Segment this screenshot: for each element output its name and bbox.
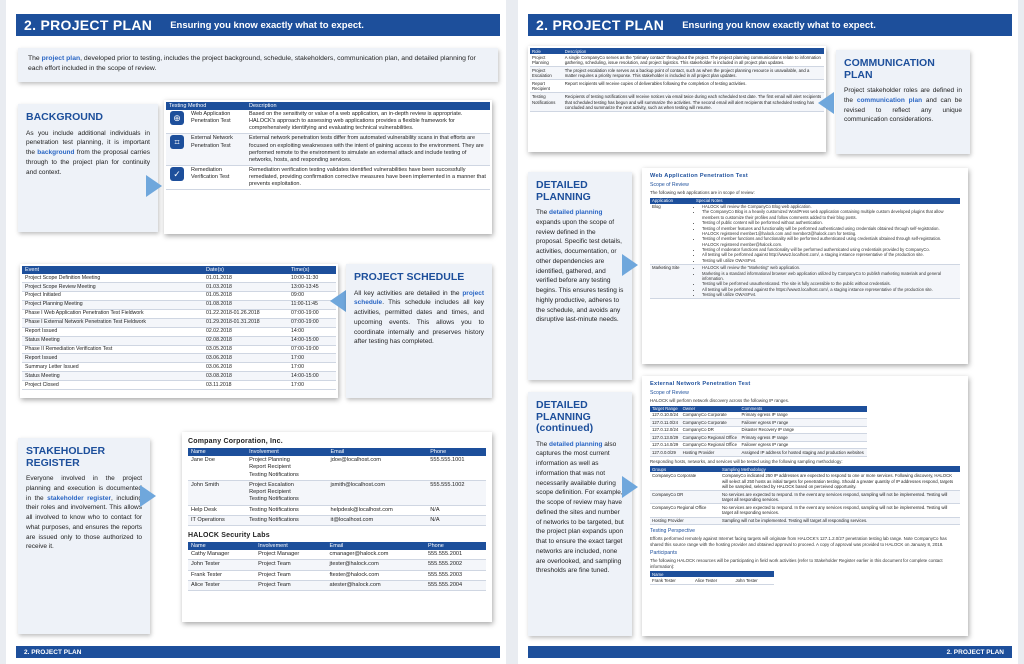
table-cell: The project escalation role serves as a backup point of contact, such as when the project planning resource is unavailable, and a matter requires a priority response. This stakeholder is included in all project plan updates. [563,67,824,80]
web-app-doc-title: Web Application Penetration Test [650,173,749,179]
table-cell: 13:00-13:45 [288,282,336,291]
communication-box [836,50,970,154]
table-cell: 03.11.2018 [203,381,288,390]
stakeholder-row [188,560,486,570]
table-cell: Project Planning [530,54,563,67]
stakeholder-row [188,456,486,480]
schedule-heading: PROJECT SCHEDULE [354,271,465,283]
table-cell: 555.555.2003 [425,570,486,580]
roles-body [530,54,824,112]
table-cell: Project Team [255,570,326,580]
table-cell: IT Operations [188,515,246,525]
background-text: As you include additional individuals in penetration test planning, it is important the background from the proposal carries through to the project plan for continuity and context. [26,129,150,176]
table-cell: Phase I Web Application Penetration Test Fieldwork [22,309,203,318]
schedule-row [22,345,336,354]
schedule-row [22,336,336,345]
table-cell: No services are expected to respond. In the event any services respond, sampling will not be implemented. Testing will target all responding services. [720,504,960,517]
stakeholder-row [188,550,486,560]
table-cell: 09:00 [288,291,336,300]
table-cell: CompanyCo Corporate [681,419,740,427]
table-cell: jtester@halock.com [327,560,425,570]
sampling-body [650,472,960,524]
table-cell: 555.555.2002 [425,560,486,570]
app-name: Blog [650,204,694,265]
list-item: • The CompanyCo Blog is a heavily customized WordPress web application containing multiple custom developed plugins that allow members to customize their profiles and follow comments added to their blog posts. [702,209,958,220]
scope-title: Scope of Review [650,182,689,188]
project-schedule-link[interactable]: project schedule [354,289,484,307]
table-cell: it@localhost.com [328,515,428,525]
roles-header-role: Role [530,48,563,54]
stakeholder-row [188,570,486,580]
table-cell: Phase II Remediation Verification Test [22,345,203,354]
perspective-title: Testing Perspective [650,528,695,535]
table-cell: Status Meeting [22,372,203,381]
table-cell: jdoe@localhost.com [328,456,428,480]
participant: John Tester [734,577,774,584]
list-item: • Testing of member functions and functionality will be performed authenticated using credentials obtained through self-registration. HALOCK registered member@halock.com. [702,236,958,247]
sampling-header-groups: Groups [650,466,720,472]
list-item: • Testing of member features and functionality will be performed authenticated using credentials obtained through self-registration. HALOCK registered member1@halock.com and member2@halock.com for testing. [702,226,958,237]
detailed-heading: DETAILED PLANNING [536,179,591,203]
table-cell: 127.0.11.0/24 [650,419,681,427]
table-cell: Project Escalation [530,67,563,80]
org1-table [188,448,486,526]
blog-notes [696,204,958,263]
stakeholder-row [188,580,486,590]
table-cell: 14:00-15:00 [288,336,336,345]
list-item: • All testing will be performed against the https://www3.localhost.com/, a staging instance representative of the production site. [702,287,958,292]
schedule-row [22,372,336,381]
ip-range-row [650,434,867,442]
participant: Alice Tester [693,577,733,584]
table-cell: 14:00 [288,327,336,336]
table-cell: Project Escalation Report Recipient Testing Notifications [246,480,327,505]
table-cell: Project Team [255,560,326,570]
methods-table [166,102,490,190]
table-cell: Phase I External Network Penetration Test Fieldwork [22,318,203,327]
web-app-doc-card [642,168,968,364]
web-app-table [650,198,960,299]
arrow-right-icon [622,254,638,276]
table-cell: 127.0.10.0/24 [650,412,681,419]
detailed-continued-box [528,392,632,636]
table-cell: 03.08.2018 [203,372,288,381]
table-cell: Project Planning Meeting [22,300,203,309]
org2-heading: HALOCK Security Labs [188,532,270,540]
table-cell: Cathy Manager [188,550,255,560]
sampling-table [650,466,960,525]
table-cell: Project Initiated [22,291,203,300]
stk-header-involvement: Involvement [246,448,327,456]
table-cell: 03.05.2018 [203,345,288,354]
table-cell: Assigned IP address for hosted staging and production websites [740,449,867,457]
ip-range-row [650,419,867,427]
role-row [530,93,824,112]
schedule-row [22,282,336,291]
scope-title: Scope of Review [650,390,689,396]
stakeholder-heading: STAKEHOLDER REGISTER [26,445,106,469]
schedule-row [22,309,336,318]
schedule-header-dates: Date(s) [203,266,288,274]
table-cell: CompanyCo Regional Office [681,434,740,442]
table-cell: Jane Doe [188,456,246,480]
participants-header: Name [650,571,774,577]
network-icon: ⌗ [170,135,184,149]
table-cell: Report Recipient [530,80,563,93]
table-cell: 127.0.0.0/29 [650,449,681,457]
method-name: External Network Penetration Test [188,134,246,166]
stk-header-name: Name [188,448,246,456]
schedule-text: All key activities are detailed in the project schedule. This schedule includes all key activities, permitted dates and times, and upcoming events. This allows you to coordinate internally and preserves history after testing has completed. [354,289,484,346]
table-cell: 555.555.2004 [425,580,486,590]
stakeholder-row [188,515,486,525]
table-cell: Report recipients will receive copies of deliverables following the completion of testing activities. [563,80,824,93]
table-cell: 03.06.2018 [203,354,288,363]
schedule-row [22,327,336,336]
ext-header-owner: Owner [681,406,740,412]
methods-table-card [164,100,492,234]
table-cell: A single CompanyCo serves as the "primary contact" throughout the project. The project planning communications relate to information gathering, scheduling, issue resolution, and project logistics. This stakeholder is included in all project plan updates. [563,54,824,67]
table-cell: 02.08.2018 [203,336,288,345]
table-cell: 07:00-19:00 [288,345,336,354]
ext-header-comments: Comments [740,406,867,412]
table-cell: helpdesk@localhost.com [328,505,428,515]
table-cell: John Tester [188,560,255,570]
list-item: • Testing of moderator functions and functionality will be performed authenticated using credentials provided by CompanyCo. [702,247,958,252]
table-cell: ftester@halock.com [327,570,425,580]
table-cell: jsmith@localhost.com [328,480,428,505]
table-cell: Recipients of testing notifications will receive notices via email twice during each scheduled test date. The first email will alert recipients that scheduled testing has begun and will summarize the activities. The second email will alert recipients that scheduled testing has concluded and summarize the next activity, such as when testing will resume. [563,93,824,112]
schedule-row [22,291,336,300]
web-intro: The following web applications are in scope of review: [650,190,755,195]
table-cell: cmanager@halock.com [327,550,425,560]
table-cell: Alice Tester [188,580,255,590]
table-cell: CompanyCo Corporate [681,412,740,419]
background-box [18,104,158,232]
stk-header-email: Email [327,542,425,550]
method-name: Web Application Penetration Test [188,110,246,134]
ext-network-doc-card [642,376,968,636]
table-cell: CompanyCo DR [681,426,740,434]
table-cell: Project Manager [255,550,326,560]
sampling-row [650,491,960,504]
background-link[interactable]: background [37,149,75,157]
stk-header-phone: Phone [425,542,486,550]
sampling-intro: Responding hosts, networks, and services will be tested using the following sampling methodology: [650,458,843,464]
table-cell: Report Issued [22,327,203,336]
table-cell: Primary egress IP range [740,412,867,419]
table-cell: Report Issued [22,354,203,363]
table-row [650,204,960,265]
table-cell: CompanyCo Regional Office [681,441,740,449]
table-cell: CompanyCo Regional Office [650,504,720,517]
ip-range-row [650,412,867,419]
list-item: • Testing will utilize OWASPv4. [702,292,958,297]
table-cell: Failover egress IP range [740,419,867,427]
schedule-table [22,266,336,390]
list-item: • All testing will be performed against http://www2.localhost.com/, a staging instance representative of the production site. [702,252,958,257]
intro-box [18,48,498,82]
table-cell: atester@halock.com [327,580,425,590]
schedule-row [22,274,336,282]
schedule-table-card [20,264,338,398]
stk-header-phone: Phone [427,448,486,456]
table-cell: 07:00-19:00 [288,318,336,327]
ip-range-row [650,426,867,434]
arrow-right-icon [140,485,156,507]
table-row [650,577,774,584]
right-page [518,0,1018,664]
stakeholder-card [182,432,492,622]
sampling-header-method: Sampling Methodology [720,466,960,472]
table-cell: 555.555.1001 [427,456,486,480]
role-row [530,67,824,80]
list-item: • Testing of public content will be performed without authentication. [702,220,958,225]
table-cell: John Smith [188,480,246,505]
participants-table [650,571,774,585]
participants-text: The following HALOCK resources will be participating in field work activities (refer to Stakeholder Register earlier in this document for complete contact information): [650,558,943,569]
table-cell: Hosting Provider [650,517,720,525]
section-banner [528,14,1012,36]
footer-label: 2. PROJECT PLAN [24,648,82,656]
table-cell: 03.06.2018 [203,363,288,372]
table-cell: Project Scope Review Meeting [22,282,203,291]
footer-label: 2. PROJECT PLAN [946,648,1004,656]
table-cell: 127.0.12.0/24 [650,426,681,434]
table-cell: 01.03.2018 [203,282,288,291]
role-row [530,54,824,67]
method-desc: Remediation verification testing validates identified vulnerabilities have been successfully remediated, providing confirmation corrective measures have been implemented in a manner that prevents exploitation. [246,165,490,189]
table-cell: 07:00-19:00 [288,309,336,318]
table-cell: 01.05.2018 [203,291,288,300]
table-cell: 555.555.1002 [427,480,486,505]
org1-body [188,456,486,526]
methods-header-description: Description [246,102,490,110]
table-cell: 127.0.14.0/29 [650,441,681,449]
ext-ranges-body [650,412,867,457]
perspective-text: Efforts performed remotely against Internet facing targets will originate from HALOCK's 127.1.2.0/27 penetration testing lab range. Note CompanyCo has shared this source range with the hosting provider and obtained approval to proceed. A copy of approval was provided to HALOCK on January 8, 2018. [650,536,947,547]
table-cell: Testing Notifications [530,93,563,112]
table-cell: Testing Notifications [246,515,327,525]
methods-header-method: Testing Method [166,102,246,110]
org2-table [188,542,486,591]
detailed-planning-link[interactable]: detailed planning [549,440,603,448]
table-cell: 10:00-11:30 [288,274,336,282]
roles-table-card [528,46,826,152]
project-plan-link[interactable]: project plan [41,55,81,62]
table-cell: Disaster Recovery IP range [740,426,867,434]
roles-table [530,48,824,112]
table-cell: Project Closed [22,381,203,390]
arrow-left-icon [818,92,834,114]
table-cell: Summary Letter Issued [22,363,203,372]
table-cell: No services are expected to respond. In the event any services respond, sampling will not be implemented. Testing will target all responding services. [720,491,960,504]
schedule-header-event: Event [22,266,203,274]
table-cell: 01.22.2018-01.26.2018 [203,309,288,318]
ip-range-row [650,449,867,457]
schedule-row [22,300,336,309]
background-heading: BACKGROUND [26,111,103,123]
detailed-continued-text: The detailed planning also captures the most current information as well as information that was not necessarily available during scope definition. For example, the scope of review may have defined the sites and number of networks to be targeted, but the project plan expands upon that to ensure the exact target networks are included, none are overlooked, and sampling thresholds are fine tuned. [536,440,624,575]
participants-title: Participants [650,550,678,557]
web-header-notes: Special Notes [694,198,960,204]
table-cell: CompanyCo Corporate [650,472,720,490]
stakeholder-text: Everyone involved in the project planning and execution is documented in the stakeholder register, including their roles and involvement. This allows all involved to know who to contact for what purposes, and ensures the reports are issued only to those authorized to receive it. [26,475,142,551]
intro-text-end: , developed prior to testing, includes the project background, schedule, stakeholders, communication plan, and detailed planning for each effort included in the scope of review. [28,55,476,72]
table-cell: N/A [427,515,486,525]
globe-icon: ⊕ [170,111,184,125]
ext-header-range: Target Range [650,406,681,412]
communication-text: Project stakeholder roles are defined in the communication plan and can be revised to reflect any unique communication considerations. [844,87,963,124]
intro-text: The [28,55,42,62]
org1-heading: Company Corporation, Inc. [188,438,283,445]
stakeholder-row [188,480,486,505]
stk-header-email: Email [328,448,428,456]
table-row [166,165,490,189]
table-cell: Sampling will not be implemented. Testing will target all responding services. [720,517,960,525]
table-cell: 02.02.2018 [203,327,288,336]
stakeholder-row [188,505,486,515]
arrow-right-icon [622,476,638,498]
table-cell: CompanyCo DR [650,491,720,504]
section-title: 2. PROJECT PLAN [24,17,153,33]
communication-heading: COMMUNICATION PLAN [844,57,935,81]
stk-header-involvement: Involvement [255,542,326,550]
checkbox-icon: ✓ [170,167,184,181]
web-header-app: Application [650,198,694,204]
method-desc: Based on the sensitivity or value of a web application, an in-depth review is appropriate. HALOCK's approach to assessing web applications provides a flexible framework for comprehensively identifying and evaluating technical vulnerabilities. [246,110,490,134]
schedule-body [22,274,336,390]
sampling-row [650,504,960,517]
communication-plan-link[interactable]: communication plan [856,96,923,104]
table-cell: 11:00-11:45 [288,300,336,309]
arrow-left-icon [330,290,346,312]
table-row [650,264,960,298]
footer [16,646,500,658]
section-title: 2. PROJECT PLAN [536,17,665,33]
stakeholder-box [18,438,150,634]
role-row [530,80,824,93]
detailed-box [528,172,632,380]
app-name: Marketing Site [650,264,694,298]
method-name: Remediation Verification Test [188,165,246,189]
table-row [166,134,490,166]
section-subtitle: Ensuring you know exactly what to expect. [682,19,876,31]
org2-body [188,550,486,591]
list-item: • HALOCK will review the CompanyCo Blog web application. [702,204,958,209]
list-item: • Testing will utilize OWASPv4. [702,258,958,263]
section-banner [16,14,500,36]
table-cell: Frank Tester [188,570,255,580]
roles-header-description: Description [563,48,824,54]
table-cell: Project Team [255,580,326,590]
table-cell: 01.29.2018-01.31.2018 [203,318,288,327]
table-cell: Help Desk [188,505,246,515]
section-subtitle: Ensuring you know exactly what to expect. [170,19,364,31]
list-item: • HALOCK will review the "Marketing" web application. [702,265,958,270]
table-cell: Project Scope Definition Meeting [22,274,203,282]
table-cell: CompanyCo indicated 250 IP addresses are expected to respond to one or more services. Following discovery, HALOCK will select all 250 hosts as initial targets for penetration testing. Should a greater quantity of IP addresses respond, targets will be sampled, selected by HALOCK based on perceived opportunity. [720,472,960,490]
ip-range-row [650,441,867,449]
list-item: • Marketing is a standard informational browser web application utilized by CompanyCo to publish marketing materials and general information. [702,271,958,282]
schedule-row [22,318,336,327]
stakeholder-register-link[interactable]: stakeholder register [47,494,111,502]
list-item: • Testing will be performed unauthenticated. The site is fully accessible to the public without credentials. [702,281,958,286]
table-cell: 01.01.2018 [203,274,288,282]
table-cell: Failover egress IP range [740,441,867,449]
schedule-box [346,264,492,398]
table-cell: Testing Notifications [246,505,327,515]
ext-ranges-table [650,406,867,457]
table-cell: Hosting Provider [681,449,740,457]
ext-intro: HALOCK will perform network discovery across the following IP ranges. [650,398,790,403]
sampling-row [650,517,960,525]
table-cell: Project Planning Report Recipient Testing Notifications [246,456,327,480]
table-cell: 17:00 [288,354,336,363]
table-cell: 01.08.2018 [203,300,288,309]
table-cell: 17:00 [288,363,336,372]
schedule-row [22,363,336,372]
table-cell: 17:00 [288,381,336,390]
table-cell: Status Meeting [22,336,203,345]
footer [528,646,1012,658]
table-cell: Primary egress IP range [740,434,867,442]
ext-doc-title: External Network Penetration Test [650,381,751,387]
schedule-header-times: Time(s) [288,266,336,274]
detailed-continued-heading: DETAILED PLANNING (continued) [536,399,594,435]
method-desc: External network penetration tests differ from automated vulnerability scans in that efforts are focused on exploiting weaknesses with the intent of gaining access to the environment. They are performed remote to the environment to simulate an external attack and include testing of networks, hosts, and responding services. [246,134,490,166]
participant: Frank Tester [650,577,693,584]
detailed-planning-link[interactable]: detailed planning [549,209,603,217]
detailed-text: The detailed planning expands upon the scope of review defined in the proposal. Specific test details, activities, documentation, or other dependencies are identified, gathered, and verified before any testing begins. This ensures testing is highly productive, adheres to the schedule, and avoids any disruptive last-minute needs. [536,209,624,324]
schedule-row [22,354,336,363]
table-cell: 555.555.2001 [425,550,486,560]
sampling-row [650,472,960,490]
table-cell: 127.0.13.0/29 [650,434,681,442]
left-page [6,0,506,664]
arrow-right-icon [146,175,162,197]
marketing-notes [696,265,958,297]
table-cell: 14:00-15:00 [288,372,336,381]
table-cell: N/A [427,505,486,515]
schedule-row [22,381,336,390]
table-row [166,110,490,134]
stk-header-name: Name [188,542,255,550]
